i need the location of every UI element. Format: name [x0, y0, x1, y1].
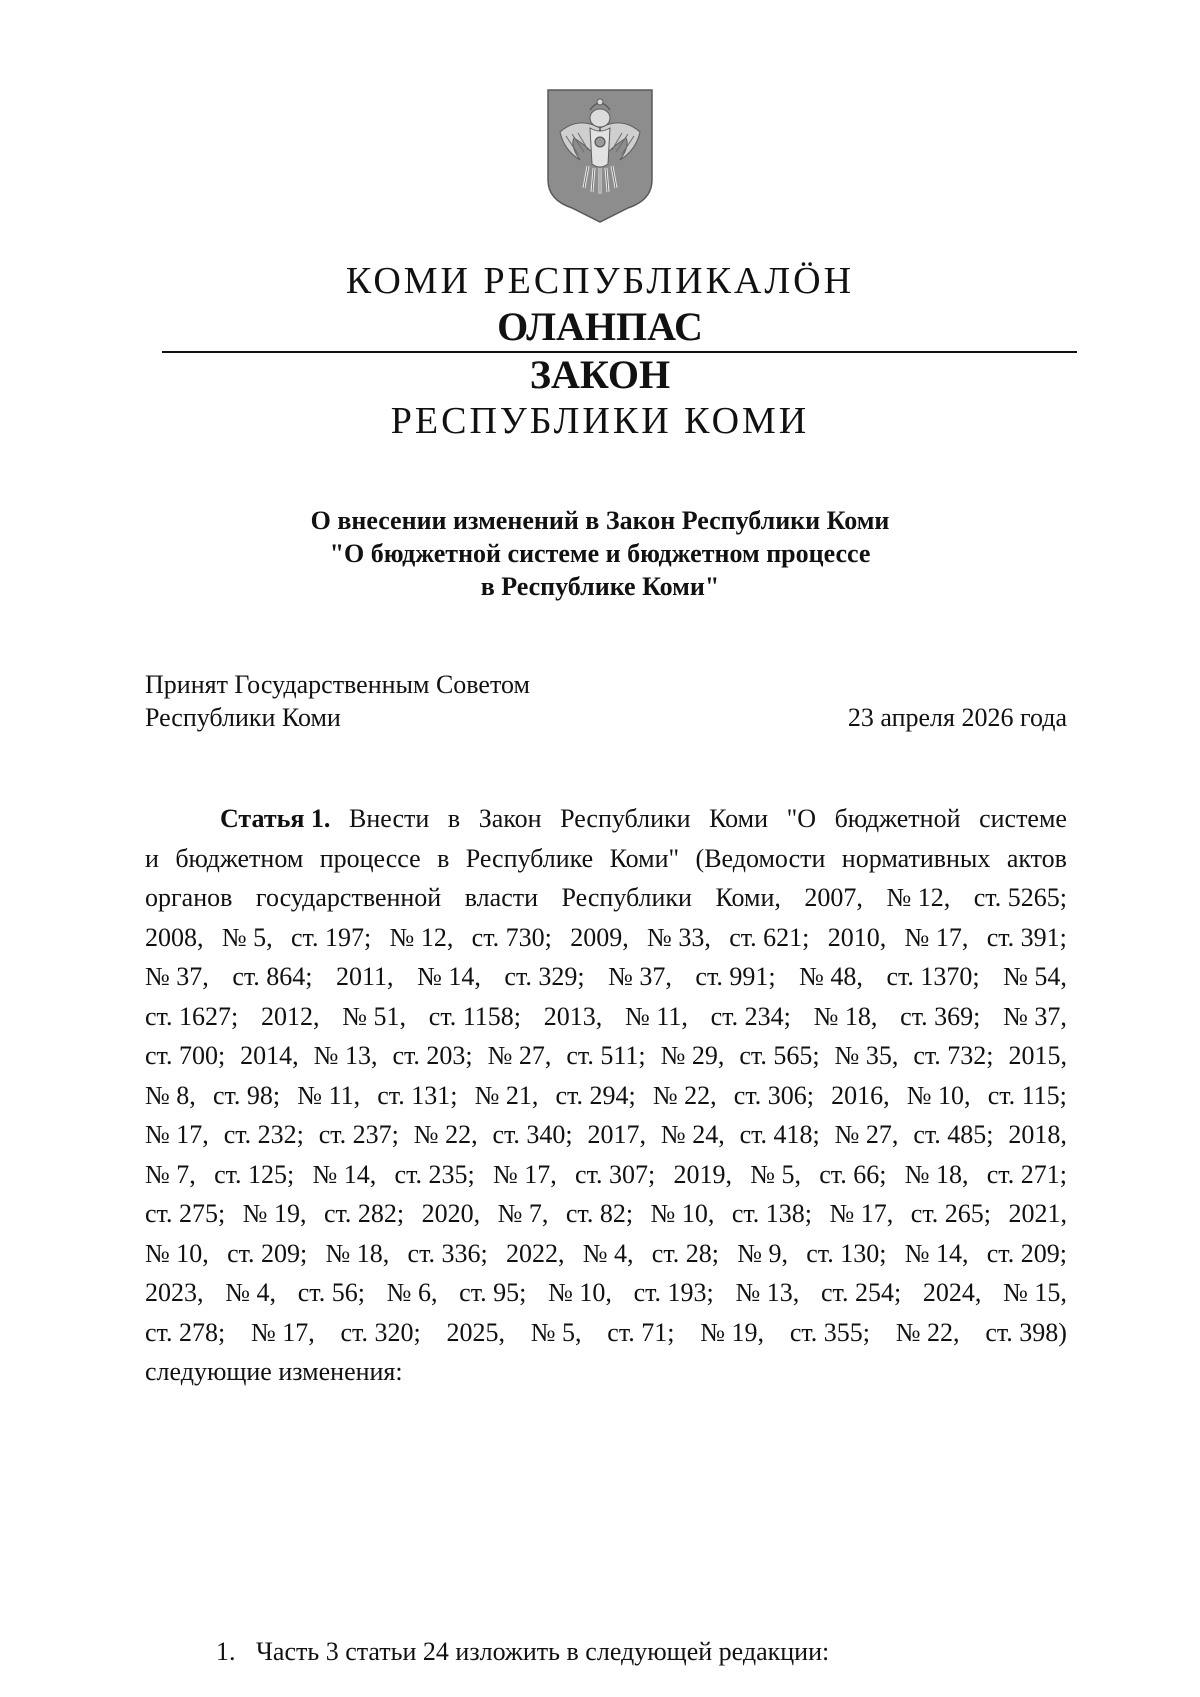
article-text-line: [145, 918, 1067, 958]
article-text-line: [145, 997, 1067, 1037]
article-word: 2020,: [421, 1199, 481, 1228]
article-word: № 18,: [325, 1238, 390, 1268]
article-word: ст. 282;: [323, 1199, 405, 1228]
article-word: № 8,: [145, 1080, 196, 1110]
article-word: № 10,: [650, 1199, 715, 1228]
article-text-line: [145, 1115, 1067, 1155]
article-word: ст. 1158;: [428, 1001, 521, 1031]
law-title-line: "О бюджетной системе и бюджетном процессе: [329, 539, 871, 568]
article-text-line: [145, 1155, 1067, 1195]
article-word: ст. 130;: [806, 1238, 887, 1268]
article-word: ст. 294;: [555, 1080, 636, 1110]
article-word: № 12,: [886, 883, 951, 912]
article-word: 2008,: [145, 922, 204, 952]
article-word: № 18,: [813, 1001, 878, 1031]
article-word: Коми: [709, 804, 769, 833]
article-word: Внести: [349, 804, 430, 833]
article-word: Коми,: [715, 883, 781, 912]
article-word: (Ведомости: [695, 843, 826, 873]
coat-of-arms-icon: [544, 88, 656, 224]
article-text-line: [145, 799, 1067, 839]
article-word: бюджетной: [834, 804, 961, 833]
article-text-line: [145, 1273, 1067, 1313]
header-ru-name: РЕСПУБЛИКИ КОМИ: [390, 400, 810, 442]
article-word: № 14,: [417, 962, 481, 991]
article-word: № 5,: [221, 922, 273, 952]
article-word: ст. 209;: [227, 1238, 308, 1268]
article-word: ст. 340;: [492, 1120, 573, 1149]
article-word: 2021,: [1008, 1199, 1067, 1228]
article-word: ст. 1370;: [886, 962, 980, 991]
article-word: ст. 275;: [145, 1199, 226, 1228]
article-word: системе: [979, 804, 1067, 833]
article-word: органов: [145, 883, 233, 912]
article-text-line: [145, 1234, 1067, 1274]
article-word: 2014,: [240, 1041, 299, 1070]
article-word: № 27,: [487, 1041, 552, 1070]
article-word: ст. 732;: [913, 1041, 994, 1070]
article-word: № 4,: [582, 1238, 634, 1268]
article-word: № 18,: [904, 1159, 969, 1189]
article-word: № 6,: [386, 1278, 438, 1307]
article-word: 2011,: [336, 962, 394, 991]
article-text-line: [145, 1352, 1067, 1392]
article-word: нормативных: [841, 843, 991, 873]
article-word: № 37,: [608, 962, 672, 991]
article-word: № 14,: [312, 1159, 377, 1189]
article-word: № 35,: [834, 1041, 899, 1070]
article-word: № 54,: [1003, 962, 1067, 991]
article-text-line: [145, 1076, 1067, 1116]
article-text-line: [145, 1313, 1067, 1353]
article-text-line: [145, 1194, 1067, 1234]
article-word: ст. 235;: [394, 1159, 475, 1189]
article-word: ст. 193;: [633, 1278, 714, 1307]
article-word: власти: [464, 883, 539, 912]
article-word: 2015,: [1008, 1041, 1067, 1070]
article-word: № 11,: [625, 1001, 688, 1031]
article-word: ст. 265;: [910, 1199, 991, 1228]
article-word: 2012,: [260, 1001, 320, 1031]
header-ru-type: ЗАКОН: [529, 352, 671, 397]
article-word: № 15,: [1003, 1278, 1067, 1307]
article-word: № 27,: [834, 1120, 899, 1149]
article-word: № 7,: [145, 1159, 196, 1189]
article-word: ст. 131;: [377, 1080, 458, 1110]
article-word: № 10,: [906, 1080, 971, 1110]
adoption-block: [145, 668, 1067, 734]
article-word: № 29,: [660, 1041, 725, 1070]
article-word: ст. 28;: [651, 1238, 719, 1268]
article-word: ст. 271;: [986, 1159, 1067, 1189]
article-word: ст. 565;: [739, 1041, 820, 1070]
list-item-number: 1.: [216, 1637, 236, 1666]
article-word: 2016,: [831, 1080, 890, 1110]
article-text-line: [145, 1036, 1067, 1076]
article-word: государственной: [255, 883, 442, 912]
article-word: в: [437, 843, 450, 873]
article-word: ст. 730;: [471, 922, 552, 952]
article-word: 2023,: [145, 1278, 204, 1307]
article-last-line: следующие изменения:: [145, 1357, 403, 1386]
article-word: ст. 320;: [340, 1317, 421, 1347]
article-word: № 19,: [700, 1317, 765, 1347]
article-word: ст. 700;: [145, 1041, 226, 1070]
article-word: № 11,: [297, 1080, 361, 1110]
article-word: 2017,: [587, 1120, 647, 1149]
article-word: № 22,: [895, 1317, 960, 1347]
article-word: № 19,: [242, 1199, 307, 1228]
article-word: ст. 95;: [459, 1278, 527, 1307]
article-word: "О: [786, 804, 816, 833]
article-word: № 9,: [737, 1238, 789, 1268]
article-word: Республике: [465, 843, 594, 873]
article-word: ст. 232;: [223, 1120, 304, 1149]
article-word: ст. 418;: [739, 1120, 820, 1149]
article-word: ст. 306;: [733, 1080, 814, 1110]
article-word: ст. 329;: [504, 962, 585, 991]
article-word: ст. 82;: [565, 1199, 634, 1228]
article-word: № 13,: [313, 1041, 378, 1070]
article-word: ст. 5265;: [973, 883, 1067, 912]
article-word: и: [145, 843, 159, 873]
article-word: № 7,: [497, 1199, 549, 1228]
article-heading: Статья 1.: [220, 804, 331, 833]
article-text-line: [145, 878, 1067, 918]
adopted-by-line: Республики Коми: [145, 703, 341, 732]
law-title-line: О внесении изменений в Закон Республики Коми: [310, 506, 890, 535]
article-word: ст. 278;: [145, 1317, 226, 1347]
article-word: 2024,: [922, 1278, 982, 1307]
article-word: 2018,: [1008, 1120, 1067, 1149]
article-word: № 37,: [145, 962, 209, 991]
article-word: ст. 336;: [407, 1238, 488, 1268]
list-item-text: Часть 3 статьи 24 изложить в следующей редакции:: [256, 1637, 830, 1666]
article-word: ст. 307;: [575, 1159, 656, 1189]
coat-of-arms-emblem: [544, 88, 656, 224]
article-word: ст. 369;: [900, 1001, 981, 1031]
article-word: № 17,: [492, 1159, 557, 1189]
article-word: ст. 864;: [232, 962, 313, 991]
article-word: № 5,: [530, 1317, 582, 1347]
article-word: № 5,: [750, 1159, 802, 1189]
article-word: ст. 511;: [566, 1041, 646, 1070]
article-word: № 10,: [145, 1238, 209, 1268]
article-word: ст. 98;: [212, 1080, 281, 1110]
article-word: № 17,: [904, 922, 969, 952]
article-word: Коми": [609, 843, 680, 873]
article-word: ст. 115;: [987, 1080, 1067, 1110]
article-word: ст. 66;: [819, 1159, 887, 1189]
article-word: № 17,: [829, 1199, 894, 1228]
article-text-line: [145, 957, 1067, 997]
article-word: ст. 138;: [731, 1199, 813, 1228]
list-item: [216, 1632, 829, 1672]
article-word: № 48,: [799, 962, 863, 991]
article-word: бюджетном: [175, 843, 304, 873]
article-word: № 21,: [474, 1080, 539, 1110]
article-word: ст. 237;: [318, 1120, 399, 1149]
article-word: № 37,: [1003, 1001, 1067, 1031]
article-word: 2022,: [505, 1238, 565, 1268]
article-word: № 13,: [735, 1278, 800, 1307]
article-word: в: [447, 804, 461, 833]
article-word: ст. 56;: [297, 1278, 365, 1307]
article-word: ст. 197;: [291, 922, 372, 952]
article-word: Республики: [561, 883, 692, 912]
article-word: ст. 125;: [214, 1159, 295, 1189]
article-word: ст. 254;: [821, 1278, 902, 1307]
article-word: ст. 391;: [986, 922, 1067, 952]
article-word: № 12,: [389, 922, 454, 952]
article-word: ст. 485;: [913, 1120, 994, 1149]
adopted-by-line: Принят Государственным Советом: [145, 670, 530, 699]
article-word: 2025,: [446, 1317, 505, 1347]
article-word: № 17,: [145, 1120, 209, 1149]
article-word: актов: [1006, 843, 1067, 873]
article-text-line: [145, 839, 1067, 879]
article-1-body: [145, 799, 1067, 1392]
article-word: Республики: [560, 804, 691, 833]
article-word: № 22,: [652, 1080, 717, 1110]
article-word: ст. 209;: [986, 1238, 1067, 1268]
law-title: [0, 504, 1200, 603]
article-word: ст. 234;: [710, 1001, 791, 1031]
article-word: ст. 398): [985, 1317, 1067, 1347]
article-word: ст. 71;: [607, 1317, 675, 1347]
article-word: процессе: [319, 843, 421, 873]
article-word: 2013,: [543, 1001, 603, 1031]
adoption-date: 23 апреля 2026 года: [847, 703, 1067, 732]
article-word: Закон: [478, 804, 542, 833]
article-word: № 10,: [548, 1278, 612, 1307]
article-word: № 33,: [647, 922, 711, 952]
article-word: № 4,: [225, 1278, 277, 1307]
article-word: 2007,: [804, 883, 863, 912]
article-word: № 51,: [342, 1001, 407, 1031]
article-word: ст. 355;: [789, 1317, 870, 1347]
law-title-line: в Республике Коми": [480, 572, 720, 601]
article-word: ст. 1627;: [145, 1001, 239, 1031]
article-word: ст. 991;: [695, 962, 776, 991]
article-word: 2009,: [570, 922, 629, 952]
header-komi-name: КОМИ РЕСПУБЛИКАЛÖН: [345, 260, 855, 302]
article-word: ст. 203;: [392, 1041, 473, 1070]
article-word: № 24,: [660, 1120, 725, 1149]
header-komi-type: ОЛАНПАС: [497, 304, 703, 349]
article-word: № 17,: [250, 1317, 315, 1347]
article-word: № 14,: [904, 1238, 969, 1268]
article-word: ст. 621;: [729, 922, 810, 952]
article-word: № 22,: [413, 1120, 478, 1149]
article-word: 2010,: [827, 922, 887, 952]
article-word: 2019,: [673, 1159, 732, 1189]
